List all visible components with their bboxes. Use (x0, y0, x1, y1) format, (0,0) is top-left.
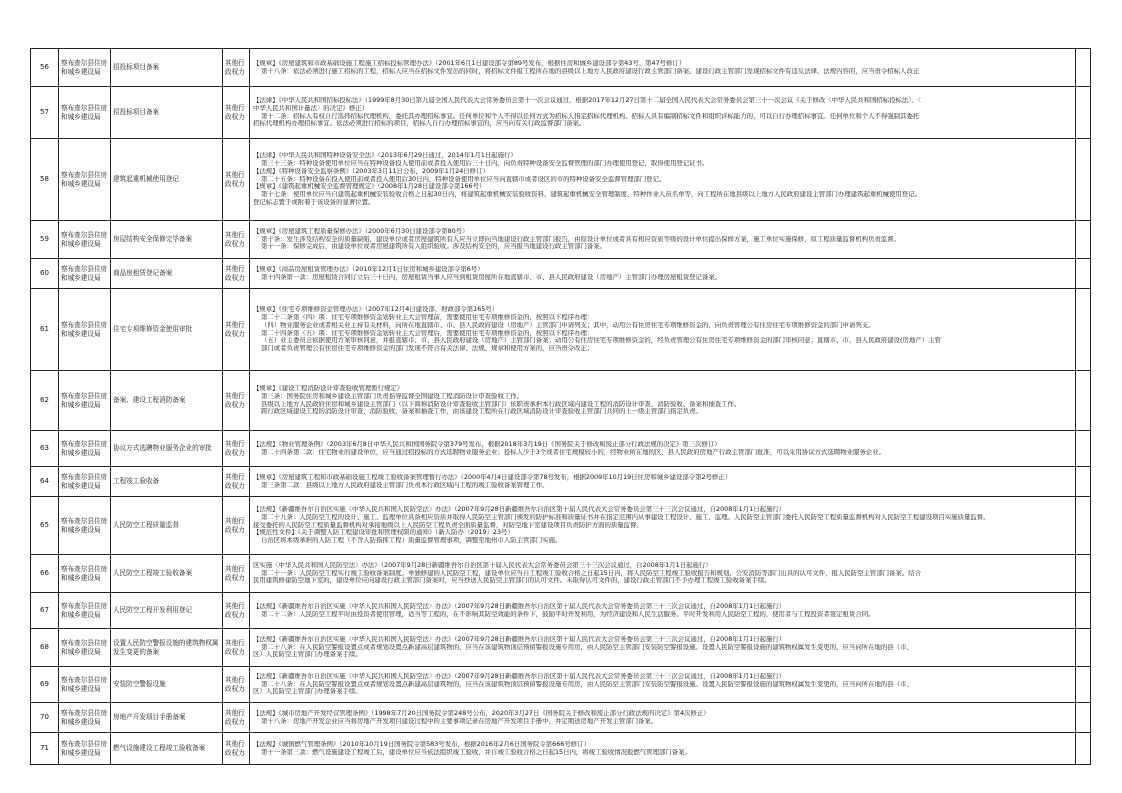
remarks-cell (1076, 259, 1091, 289)
basis-line: 第二十四条第（五）项：住宅专项维修资金划转业主大会管理后，需要使用住宅专项维修资金的，按照以下程序办理： (261, 329, 594, 337)
basis-line: 第二十九条：人民防空工程的设计、施工、监理单位具备相应资质并取得人民防空主管部门颁发的防护标准和质量证书并在指定范围内从事建设工程设计、施工、监理。人民防空主管部门委托人民防空工程质量监督机构对人民防空工程建设项目实施质量监督。 (261, 513, 990, 521)
table-body (31, 49, 1091, 765)
table-row (31, 371, 1091, 431)
row-number: 67 (31, 593, 59, 629)
table-row (31, 497, 1091, 555)
basis-line: 招标代理机构办理招标事宜。依法必须进行招标的项目，招标人自行办理招标事宜的，应当向有关行政监督部门备案。 (253, 120, 586, 128)
department: 察布查尔县住房和城乡建设局 (59, 139, 111, 221)
power-list-table (30, 48, 1091, 765)
row-number: 63 (31, 431, 59, 467)
remarks-cell (1076, 139, 1091, 221)
power-type: 其他行政权力 (223, 497, 250, 555)
table-row (31, 87, 1091, 139)
department: 察布查尔县住房和城乡建设局 (59, 87, 111, 139)
basis-line: 【规章】《房屋建筑工程和市政基础设施工程竣工验收备案管理暂行办法》（2000年4月4日建设部令第78号发布，根据2009年10月19日住房和城乡建设部令第2号修正） (253, 473, 732, 481)
basis-line: 【法规】《新疆维吾尔自治区实施〈中华人民共和国人民防空法〉办法》（2007年9月28日新疆维吾尔自治区第十届人民代表大会常务委员会第三十三次会议通过，自2008年1月1日起施行） (253, 602, 786, 610)
legal-basis (250, 667, 1076, 703)
basis-line: 【法规】《城镇燃气管理条例》（2010年10月19日国务院令第583号发布，根据2016年2月6日国务院令第666号修订） (253, 740, 590, 748)
basis-line: 跨行政区域建设工程的消防设计审查、消防验收、备案和抽查工作，由该建设工程所在行政区域消防设计审查验收主管部门共同的上一级主管部门指定负责。 (261, 408, 702, 416)
remarks-cell (1076, 87, 1091, 139)
basis-line: 第三十三条：特种设备使用单位应当在特种设备投入使用前或者投入使用后三十日内，向负责特种设备安全监督管理的部门办理使用登记，取得使用登记证书。 (261, 159, 709, 167)
item-name: 人民防空工程开发利用登记 (111, 593, 223, 629)
table-row (31, 221, 1091, 259)
basis-line: 第十四条第一款：房屋租赁合同订立后三十日内，房屋租赁当事人应当到租赁房屋所在地直辖市、市、县人民政府建设（房地产）主管部门办理房屋租赁登记备案。 (261, 273, 722, 281)
basis-line: 区）人民防空主管部门办理备案手续。 (253, 688, 362, 696)
item-name: 房地产开发项目手册备案 (111, 703, 223, 733)
item-name: 设置人民防空警报设施的建筑物权属发生变更的备案 (111, 629, 223, 667)
legal-basis (250, 87, 1076, 139)
remarks-cell (1076, 431, 1091, 467)
item-name: 协议方式选聘物业服务企业的审批 (111, 431, 223, 467)
row-number: 62 (31, 371, 59, 431)
item-name: 人民防空工程质量监督 (111, 497, 223, 555)
basis-line: 第二十二条第（四）项：住宅专项维修资金划转业主大会管理前，需要使用住宅专项维修资金的，按照以下程序办理： (261, 313, 594, 321)
power-type: 其他行政权力 (223, 593, 250, 629)
basis-line: 第十八条：房地产开发企业应当将房地产开发项目建设过程中的主要事项记录在房地产开发项目手册中，并定期送房地产开发主管部门备案。 (261, 717, 658, 725)
department: 察布查尔县住房和城乡建设局 (59, 467, 111, 497)
basis-line: 接受委托的人民防空工程质量监督机构对承接地级以上人民防空工程负责全面质量监督，对防空地下室建设项目负责防护方面的质量监督。 (253, 521, 643, 529)
power-type: 其他行政权力 (223, 289, 250, 371)
legal-basis (250, 593, 1076, 629)
remarks-cell (1076, 703, 1091, 733)
department: 察布查尔县住房和城乡建设局 (59, 371, 111, 431)
table-row (31, 259, 1091, 289)
legal-basis (250, 629, 1076, 667)
department: 察布查尔县住房和城乡建设局 (59, 667, 111, 703)
basis-line: 区）人民防空主管部门办理备案手续。 (253, 651, 362, 659)
basis-line: 【规章】《房屋建筑工程质量保修办法》（2000年6月30日建设部令第80号） (253, 227, 469, 235)
basis-line: 【规章】《建设工程消防设计审查验收管理暂行规定》 (253, 384, 404, 392)
table-row (31, 431, 1091, 467)
basis-line: 【法律】《中华人民共和国招标投标法》（1999年8月30日第九届全国人民代表大会常务委员会第十一次会议通过，根据2017年12月27日第十二届全国人民代表大会常务委员会第三十一次会议《关于修改〈中华人民共和国招标投标法〉、〈 (253, 96, 922, 104)
power-type: 其他行政权力 (223, 49, 250, 87)
basis-line: 登记标志置于或附着于该设备的显著位置。 (253, 199, 375, 207)
department: 察布查尔县住房和城乡建设局 (59, 431, 111, 467)
department: 察布查尔县住房和城乡建设局 (59, 733, 111, 765)
basis-line: 第十一条：保修完成后，由建设单位或者房屋建筑所有人组织验收。涉及结构安全的，应当报当地建设行政主管部门备案。 (261, 243, 607, 251)
department: 察布查尔县住房和城乡建设局 (59, 49, 111, 87)
power-type: 其他行政权力 (223, 667, 250, 703)
remarks-cell (1076, 221, 1091, 259)
remarks-cell (1076, 467, 1091, 497)
legal-basis (250, 555, 1076, 593)
legal-basis (250, 733, 1076, 765)
row-number: 68 (31, 629, 59, 667)
power-type: 其他行政权力 (223, 221, 250, 259)
basis-line: 【法规】《新疆维吾尔自治区实施〈中华人民共和国人民防空法〉办法》（2007年9月28日新疆维吾尔自治区第十届人民代表大会常务委员会第三十三次会议通过，自2008年1月1日起施行） (253, 505, 786, 513)
power-type: 其他行政权力 (223, 139, 250, 221)
basis-line: 第二十一条：人民防空工程实行竣工验收备案制度。单独修建的人民防空工程，建设单位应当自工程竣工验收合格之日起15日内，将人民防空工程竣工验收报告和规划、公安消防等部门出具的认可文件，报人民防空主管部门备案。结合 (261, 569, 921, 577)
department: 察布查尔县住房和城乡建设局 (59, 555, 111, 593)
basis-line: 中华人民共和国计量法〉的决定》修正） (253, 104, 369, 112)
table-row (31, 629, 1091, 667)
legal-basis (250, 139, 1076, 221)
basis-line: 【规章】《商品房屋租赁管理办法》（2010年12月1日住房和城乡建设部令第6号） (253, 265, 484, 273)
row-number: 65 (31, 497, 59, 555)
remarks-cell (1076, 593, 1091, 629)
item-name: 燃气设施建设工程竣工验收备案 (111, 733, 223, 765)
basis-line: 第二十二条：人民防空工程平时由投资者使用管理，适当等工程的，在不影响其防空效能的条件下，鼓励平时开发利用，为经济建设和人民生活服务。平时开发利用人民防空工程的，使用者与工程投资者签定租赁合同。 (261, 610, 875, 618)
basis-line: 【法规】《新疆维吾尔自治区实施〈中华人民共和国人民防空法〉办法》（2007年9月28日新疆维吾尔自治区第十届人民代表大会常务委员会第三十三次会议通过，自2008年1月1日起施行） (253, 672, 786, 680)
legal-basis (250, 703, 1076, 733)
basis-line: 县级以上地方人民政府住房和城乡建设主管部门（以下简称消防设计审查验收主管部门）依职责承担本行政区域内建设工程的消防设计审查、消防验收、备案和抽查工作。 (261, 400, 741, 408)
basis-line: 【法规】《城市房地产开发经营管理条例》（1998年7月20日国务院令第248号公布，2020年3月27日《国务院关于修改和废止部分行政法规的决定》第4次修正） (253, 709, 710, 717)
basis-line: 民用建筑修建防空地下室的，建设单位应向建设行政主管部门备案时，应当抄送人民防空主管部门的认可文件。未取得认可文件的，建设行政主管部门不予办理工程竣工验收备案手续。 (253, 577, 771, 585)
row-number: 60 (31, 259, 59, 289)
department: 察布查尔县住房和城乡建设局 (59, 593, 111, 629)
basis-line: （五）业主委员会依据使用方案审核同意，并报直辖市、市、县人民政府建设（房地产）主管部门备案；动用公有住房住宅专项维修资金的，经负责管理公有住房住宅专项维修资金的部门审核同意；直辖市、市、县人民政府建设(房地产）主管 (261, 337, 941, 345)
department: 察布查尔县住房和城乡建设局 (59, 221, 111, 259)
legal-basis (250, 497, 1076, 555)
power-type: 其他行政权力 (223, 629, 250, 667)
power-type: 其他行政权力 (223, 87, 250, 139)
item-name: 招投标项目备案 (111, 87, 223, 139)
item-name: 房屋结构安全保修完毕备案 (111, 221, 223, 259)
basis-line: 第十七条：使用单位应当自建筑起重机械安装验收合格之日起30日内，将建筑起重机械安装验收资料、建筑起重机械安全管理制度、特种作业人员名单等，向工程所在地县级以上地方人民政府建设主管部门办理建筑起重机械使用登记。 (261, 191, 921, 199)
basis-line: （四）物业服务企业或者相关业主持有关材料，向所在地直辖市、市、县人民政府建设（房地产）主管部门申请列支；其中，动用公有住房住宅专项维修资金的，向负责管理公有住房住宅专项维修资金的部门申请列支。 (261, 321, 875, 329)
basis-line: 第二十八条：在人民防空警报设置点或者规划设置点新建高层建筑物的，应当在该建筑物顶层预留警报设施专用房，由人民防空主管部门安装防空警报设施。设置人民防空警报设施的建筑物权属发生变更的，应当向所在地的县（市、 (261, 680, 913, 688)
basis-line: 第十条：发生涉及结构安全的质量缺陷，建设单位或者房屋建筑所有人应当立即向当地建设行政主管部门报告，由原设计单位或者具有相应资质等级的设计单位提出保修方案，施工单位实施保修，原工程质量监督机构负责监督。 (261, 235, 901, 243)
basis-line: 【规范性文件】《关于调整人防工程建设审批和管理权限的通知》（新人防办〔2019〕23号） (253, 529, 514, 537)
power-type: 其他行政权力 (223, 259, 250, 289)
row-number: 64 (31, 467, 59, 497)
table-row (31, 139, 1091, 221)
remarks-cell (1076, 371, 1091, 431)
power-type: 其他行政权力 (223, 371, 250, 431)
basis-line: 【法规】《物业管理条例》（2003年6月8日中华人民共和国国务院令第379号发布，根据2018年3月19日《国务院关于修改和废止部分行政法规的决定》第三次修订） (253, 440, 721, 448)
basis-line: 第三条第二款：县级以上地方人民政府建设主管部门负责本行政区域内工程的竣工验收备案管理工作。 (261, 481, 549, 489)
legal-basis (250, 467, 1076, 497)
legal-basis (250, 49, 1076, 87)
item-name: 工程竣工验收备 (111, 467, 223, 497)
basis-line: 第二十五条：特种设备在投入使用前或者投入使用后30日内，特种设备使用单位应当向直辖市或者设区的市的特种设备安全监督管理部门登记。 (261, 175, 666, 183)
power-list-table-wrapper (30, 48, 1090, 765)
row-number: 70 (31, 703, 59, 733)
basis-line: 自治区将本级承担的人防工程（不含人防指挥工程）质量监督管理事项，调整至地州市人防主管部门实施。 (261, 537, 562, 545)
table-row (31, 593, 1091, 629)
department: 察布查尔县住房和城乡建设局 (59, 497, 111, 555)
basis-line: 【规章】《房屋建筑和市政基础设施工程施工招标投标管理办法》（2001年6月1日建设部令第89号发布，根据住房和城乡建设部令第43号、第47号修订） (253, 59, 686, 67)
department: 察布查尔县住房和城乡建设局 (59, 703, 111, 733)
power-type: 其他行政权力 (223, 733, 250, 765)
basis-line: 第三条：国务院住房和城乡建设主管部门负责指导监督全国建设工程消防设计审查验收工作。 (261, 392, 524, 400)
table-row (31, 733, 1091, 765)
basis-line: 第十八条：依法必须进行施工招标的工程，招标人应当在招标文件发出的同时，将招标文件报工程所在地的县级以上地方人民政府建设行政主管部门备案。建设行政主管部门发现招标文件有违反法律、法规内容的，应当责令招标人改正 (261, 67, 920, 75)
row-number: 56 (31, 49, 59, 87)
row-number: 57 (31, 87, 59, 139)
basis-line: 第二十四条第二款：住宅物业的建设单位，应当通过招投标的方式选聘物业服务企业；投标人少于3个或者住宅规模较小的，经物业所在地的区、县人民政府房地产行政主管部门批准，可以采用协议方式选聘物业服务企业。 (261, 448, 885, 456)
row-number: 58 (31, 139, 59, 221)
basis-line: 部门或者负责管理公有住房住宅专项维修资金的部门发现不符合有关法律、法规、规章和使用方案的，应当责令改正； (261, 345, 594, 353)
row-number: 66 (31, 555, 59, 593)
basis-line: 【法律】《中华人民共和国特种设备安全法》（2013年6月29日通过，2014年1月1日起施行） (253, 151, 517, 159)
item-name: 招投标项目备案 (111, 49, 223, 87)
item-name: 商品房租赁登记备案 (111, 259, 223, 289)
remarks-cell (1076, 49, 1091, 87)
remarks-cell (1076, 733, 1091, 765)
remarks-cell (1076, 555, 1091, 593)
table-row (31, 667, 1091, 703)
basis-line: 区实施〈中华人民共和国人民防空法〉办法》（2007年9月28日新疆维吾尔自治区第十届人民代表大会常务委员会第三十三次会议通过，自2008年1月1日起施行） (253, 561, 712, 569)
legal-basis (250, 431, 1076, 467)
department: 察布查尔县住房和城乡建设局 (59, 259, 111, 289)
basis-line: 第二十八条：在人民防空警报设置点或者规划设置点新建高层建筑物的，应当在该建筑物顶层预留警报设施专用房，由人民防空主管部门安装防空警报设施。设置人民防空警报设施的建筑物权属发生变更的，应当向所在地的县（市、 (261, 643, 913, 651)
item-name: 住宅专项维修资金使用审批 (111, 289, 223, 371)
basis-line: 【规章】《住宅专项维修资金管理办法》（2007年12月4日建设部，财政部令第165号） (253, 305, 499, 313)
legal-basis (250, 289, 1076, 371)
basis-line: 【规章】《建筑起重机械安全监督管理规定》（2008年1月28日建设部令第166号） (253, 183, 486, 191)
table-row (31, 555, 1091, 593)
row-number: 71 (31, 733, 59, 765)
row-number: 69 (31, 667, 59, 703)
table-row (31, 703, 1091, 733)
item-name: 建筑起重机械使用登记 (111, 139, 223, 221)
remarks-cell (1076, 497, 1091, 555)
power-type: 其他行政权力 (223, 467, 250, 497)
remarks-cell (1076, 289, 1091, 371)
remarks-cell (1076, 667, 1091, 703)
basis-line: 第十一条第三款：燃气设施建设工程竣工后，建设单位应当依法组织竣工验收，并自竣工验收合格之日起15日内，将竣工验收情况报燃气管理部门备案。 (261, 748, 691, 756)
row-number: 61 (31, 289, 59, 371)
table-row (31, 49, 1091, 87)
department: 察布查尔县住房和城乡建设局 (59, 629, 111, 667)
legal-basis (250, 371, 1076, 431)
power-type: 其他行政权力 (223, 555, 250, 593)
table-row (31, 467, 1091, 497)
row-number: 59 (31, 221, 59, 259)
basis-line: 【法规】《特种设备安全监察条例》（2003年3月11日公布，2009年1月24日修订） (253, 167, 489, 175)
legal-basis (250, 221, 1076, 259)
department: 察布查尔县住房和城乡建设局 (59, 289, 111, 371)
power-type: 其他行政权力 (223, 703, 250, 733)
power-type: 其他行政权力 (223, 431, 250, 467)
basis-line: 【法规】《新疆维吾尔自治区实施〈中华人民共和国人民防空法〉办法》（2007年9月28日新疆维吾尔自治区第十届人民代表大会常务委员会第三十三次会议通过，自2008年1月1日起施行） (253, 635, 786, 643)
item-name: 人民防空工程竣工验收备案 (111, 555, 223, 593)
basis-line: 第十二条：招标人有权自行选择招标代理机构，委托其办理招标事宜。任何单位和个人不得以任何方式为招标人指定招标代理机构。招标人具有编制招标文件和组织评标能力的，可以自行办理招标事宜。任何单位和个人不得强制其委托 (261, 112, 920, 120)
legal-basis (250, 259, 1076, 289)
item-name: 备案、建设工程消防备案 (111, 371, 223, 431)
item-name: 安装防空警报设施 (111, 667, 223, 703)
remarks-cell (1076, 629, 1091, 667)
table-row (31, 289, 1091, 371)
